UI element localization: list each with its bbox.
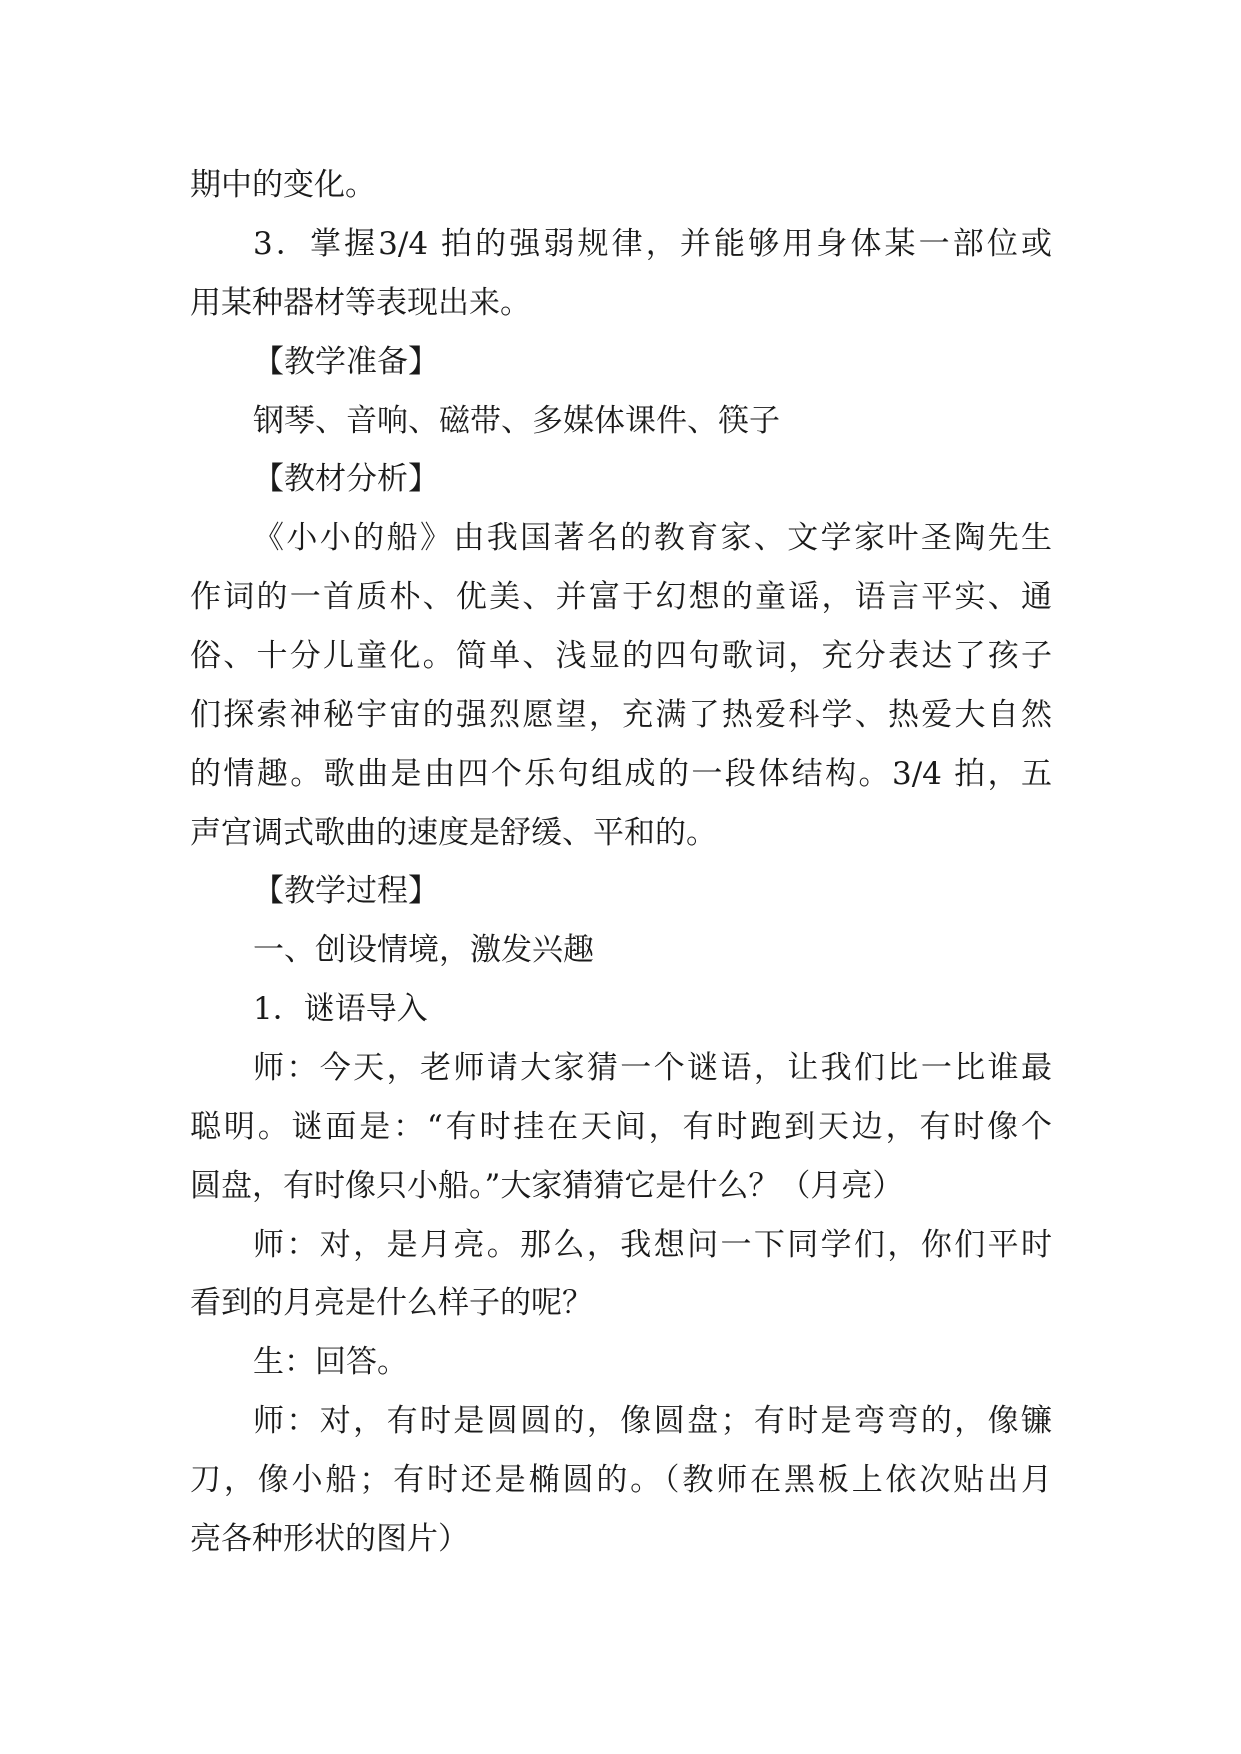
text-line: 师：今天，老师请大家猜一个谜语，让我们比一比谁最 xyxy=(253,1050,1052,1086)
section-heading: 【教学过程】 xyxy=(253,873,439,909)
text-line: 师：对，是月亮。那么，我想问一下同学们，你们平时 xyxy=(253,1227,1052,1263)
text-line: 用某种器材等表现出来。 xyxy=(190,285,531,321)
text-line: 钢琴、音响、磁带、多媒体课件、筷子 xyxy=(253,403,780,439)
text-line: 作词的一首质朴、优美、并富于幻想的童谣，语言平实、通 xyxy=(190,579,1052,615)
text-line: 1．谜语导入 xyxy=(253,991,428,1027)
text-line: 3．掌握3/4 拍的强弱规律，并能够用身体某一部位或 xyxy=(253,226,1052,262)
text-line: 亮各种形状的图片） xyxy=(190,1521,469,1557)
text-line: 圆盘，有时像只小船。”大家猜猜它是什么？（月亮） xyxy=(190,1168,904,1204)
text-line: 的情趣。歌曲是由四个乐句组成的一段体结构。3/4 拍，五 xyxy=(190,756,1052,792)
text-line: 生：回答。 xyxy=(253,1344,408,1380)
text-line: 看到的月亮是什么样子的呢？ xyxy=(190,1285,593,1321)
text-line: 《小小的船》由我国著名的教育家、文学家叶圣陶先生 xyxy=(253,520,1052,556)
section-heading: 【教学准备】 xyxy=(253,344,439,380)
text-line: 聪明。谜面是：“有时挂在天间，有时跑到天边，有时像个 xyxy=(190,1109,1052,1145)
text-line: 们探索神秘宇宙的强烈愿望，充满了热爱科学、热爱大自然 xyxy=(190,697,1052,733)
text-line: 一、创设情境，激发兴趣 xyxy=(253,932,594,968)
text-line: 期中的变化。 xyxy=(190,167,376,203)
section-heading: 【教材分析】 xyxy=(253,461,439,497)
text-line: 声宫调式歌曲的速度是舒缓、平和的。 xyxy=(190,815,717,851)
text-line: 师：对，有时是圆圆的，像圆盘；有时是弯弯的，像镰 xyxy=(253,1403,1052,1439)
text-line: 俗、十分儿童化。简单、浅显的四句歌词，充分表达了孩子 xyxy=(190,638,1052,674)
text-line: 刀，像小船；有时还是椭圆的。（教师在黑板上依次贴出月 xyxy=(190,1462,1052,1498)
